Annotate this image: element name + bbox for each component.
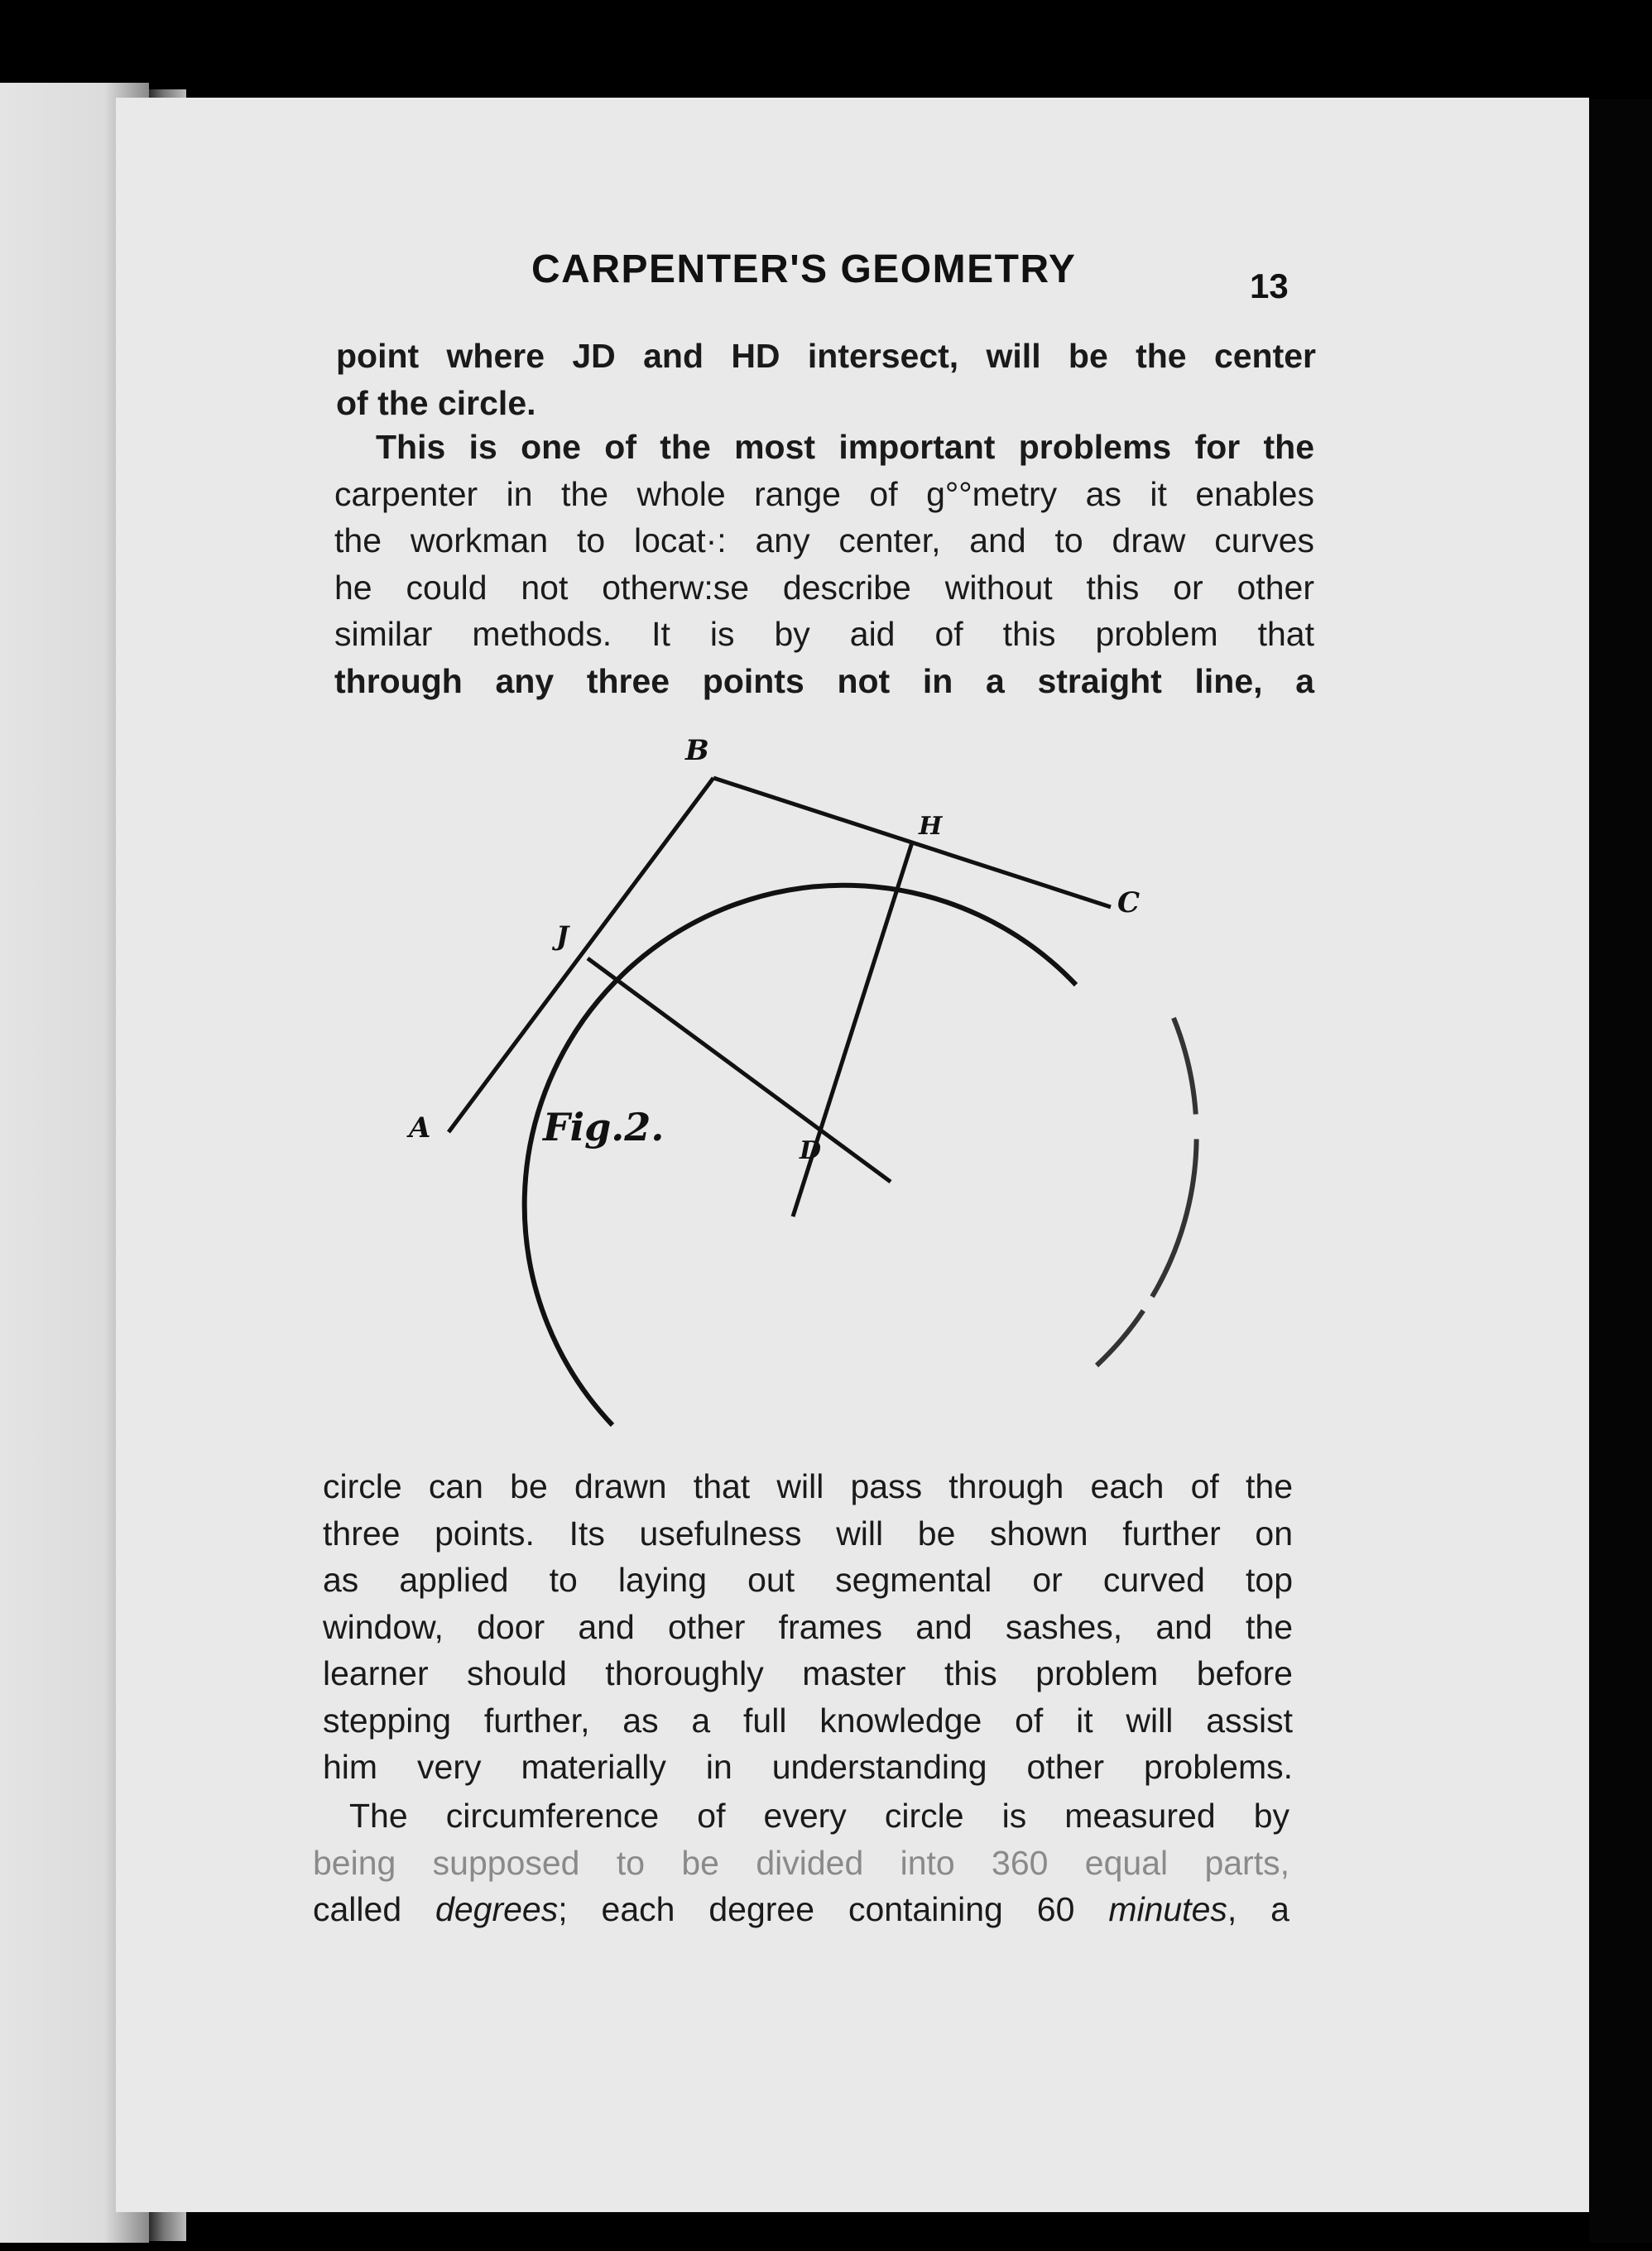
figure-caption: Fig.2. xyxy=(543,1105,665,1149)
label-d: D xyxy=(800,1136,822,1165)
running-head: CARPENTER'S GEOMETRY xyxy=(531,247,1077,291)
text-line: carpenter in the whole range of g°°metry as it enables xyxy=(334,474,1314,513)
text-line: stepping further, as a full knowledge of it will assist xyxy=(323,1701,1293,1740)
text-line: circle can be drawn that will pass through each of the xyxy=(323,1467,1293,1505)
text-line: three points. Its usefulness will be shown further on xyxy=(323,1514,1293,1553)
label-j: J xyxy=(556,920,569,952)
text-line xyxy=(313,1886,1289,1933)
label-a: A xyxy=(409,1111,431,1145)
text-line: learner should thoroughly master this problem before xyxy=(323,1654,1293,1692)
paragraph-problem-importance xyxy=(334,424,1314,704)
circle-arc-right xyxy=(1097,1018,1197,1365)
emphasis-minutes: minutes xyxy=(1108,1890,1227,1928)
text-line: the workman to locat·: any center, and to draw curves xyxy=(334,521,1314,559)
paragraph-circumference xyxy=(313,1793,1289,1933)
text-line: The circumference of every circle is measured by xyxy=(349,1797,1289,1835)
text-line: being supposed to be divided into 360 equal parts, xyxy=(313,1843,1289,1882)
paragraph-usefulness xyxy=(323,1463,1293,1791)
label-b: B xyxy=(685,734,709,767)
text-line: This is one of the most important problems for the xyxy=(376,428,1314,466)
text-line: through any three points not in a straight line, a xyxy=(334,661,1314,700)
text-run: ; each degree containing 60 xyxy=(558,1890,1109,1928)
scan-border xyxy=(1589,99,1652,2243)
geometry-diagram xyxy=(389,728,1217,1457)
text-line: as applied to laying out segmental or curved top xyxy=(323,1561,1293,1599)
text-line: him very materially in understanding other problems. xyxy=(323,1748,1293,1786)
text-line: window, door and other frames and sashes, and the xyxy=(323,1607,1293,1646)
chord-ab xyxy=(449,778,713,1132)
paragraph-continued xyxy=(336,333,1316,426)
text-line: of the circle. xyxy=(336,383,536,422)
emphasis-degrees: degrees xyxy=(435,1890,559,1928)
text-run: , a xyxy=(1227,1890,1289,1928)
figure-2-circle-diagram xyxy=(389,728,1217,1457)
text-line: he could not otherw:se describe without this or other xyxy=(334,568,1314,607)
text-line: point where JD and HD intersect, will be the center xyxy=(336,337,1316,375)
label-h: H xyxy=(919,812,943,841)
text-line: similar methods. It is by aid of this problem that xyxy=(334,615,1314,653)
label-c: C xyxy=(1117,886,1141,919)
page-number: 13 xyxy=(1250,266,1289,305)
text-run: called xyxy=(313,1890,436,1928)
